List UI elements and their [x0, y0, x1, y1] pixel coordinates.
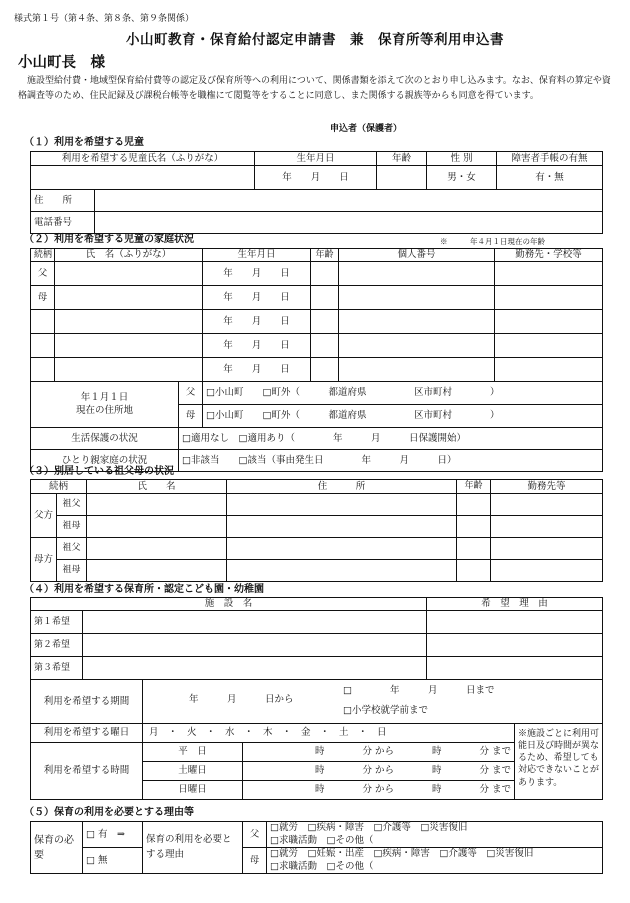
family-rel[interactable] — [31, 310, 55, 334]
family-id-field[interactable] — [339, 310, 495, 334]
family-age-field[interactable] — [311, 334, 339, 358]
gp-name-field[interactable] — [87, 560, 227, 582]
reason-header: 希 望 理 由 — [427, 598, 603, 611]
family-work-header: 勤務先・学校等 — [495, 249, 603, 262]
family-id-field[interactable] — [339, 358, 495, 382]
gp-address-header: 住 所 — [227, 480, 457, 494]
family-work-field[interactable] — [495, 310, 603, 334]
addressee: 小山町長 様 — [18, 54, 105, 71]
family-birth-field[interactable]: 年 月 日 — [203, 262, 311, 286]
form-title: 小山町教育・保育給付認定申請書 兼 保育所等利用申込書 — [126, 32, 504, 48]
facility-header: 施 設 名 — [31, 598, 427, 611]
family-work-field[interactable] — [495, 358, 603, 382]
section-1-heading: （１）利用を希望する児童 — [24, 137, 144, 148]
family-birth-field[interactable]: 年 月 日 — [203, 334, 311, 358]
family-table — [30, 248, 603, 382]
family-row — [31, 334, 603, 358]
reason-father-label: 父 — [243, 822, 267, 848]
gp-age-field[interactable] — [457, 494, 491, 516]
family-birth-header: 生年月日 — [203, 249, 311, 262]
facility-field[interactable] — [83, 634, 427, 657]
child-handbook-field[interactable]: 有・無 — [497, 166, 603, 190]
grandfather-label: 祖父 — [57, 494, 87, 516]
need-table — [30, 821, 603, 874]
phone-label: 電話番号 — [31, 212, 95, 234]
family-rel[interactable] — [31, 334, 55, 358]
phone-field[interactable] — [95, 212, 603, 234]
child-age-header: 年齢 — [377, 152, 427, 166]
saturday-time-field[interactable]: 時 分 から 時 分 まで — [243, 762, 515, 781]
family-status-table — [30, 381, 603, 472]
gp-rel-header: 続柄 — [31, 480, 87, 494]
reason-mother-label: 母 — [243, 848, 267, 874]
child-contact-table — [30, 189, 603, 234]
family-id-field[interactable] — [339, 286, 495, 310]
family-work-field[interactable] — [495, 262, 603, 286]
child-table — [30, 151, 603, 190]
family-birth-field[interactable]: 年 月 日 — [203, 310, 311, 334]
reason-field[interactable] — [427, 657, 603, 680]
family-rel[interactable] — [31, 358, 55, 382]
period-to[interactable]: □ 年 月 日まで — [343, 685, 495, 696]
reason-label: 保育の利用を必要とする理由 — [143, 822, 243, 874]
gp-work-field[interactable] — [491, 560, 603, 582]
time-label: 利用を希望する時間 — [31, 743, 143, 800]
family-rel: 父 — [31, 262, 55, 286]
family-rel-header: 続柄 — [31, 249, 55, 262]
family-row — [31, 310, 603, 334]
father-residence-field[interactable]: □小山町 □町外（ 都道府県 区市町村 ） — [203, 382, 603, 405]
gp-age-field[interactable] — [457, 516, 491, 538]
child-name-field[interactable] — [31, 166, 255, 190]
section-5-heading: （５）保育の利用を必要とする理由等 — [24, 807, 194, 818]
need-yes-checkbox[interactable]: □ 有 ⇒ — [83, 822, 143, 848]
gp-name-field[interactable] — [87, 494, 227, 516]
family-age-field[interactable] — [311, 262, 339, 286]
facility-field[interactable] — [83, 611, 427, 634]
period-field[interactable] — [143, 680, 603, 724]
father-side-label: 父方 — [31, 494, 57, 538]
age-basis-note: ※ 年４月１日現在の年齢 — [440, 237, 545, 246]
mother-side-label: 母方 — [31, 538, 57, 582]
family-id-field[interactable] — [339, 262, 495, 286]
single-parent-label: ひとり親家庭の状況 — [31, 450, 179, 472]
address-label: 住 所 — [31, 190, 95, 212]
gp-address-field[interactable] — [227, 560, 457, 582]
sunday-time-field[interactable]: 時 分 から 時 分 まで — [243, 781, 515, 800]
section-4-heading: （４）利用を希望する保育所・認定こども園・幼稚園 — [24, 584, 264, 595]
section-3-heading: （３）別居している祖父母の状況 — [24, 466, 174, 477]
family-name-field[interactable] — [55, 310, 203, 334]
family-age-header: 年齢 — [311, 249, 339, 262]
addr-father-rel: 父 — [179, 382, 203, 405]
weekday-label: 平 日 — [143, 743, 243, 762]
grandmother-label: 祖母 — [57, 516, 87, 538]
choice-label: 第３希望 — [31, 657, 83, 680]
child-birth-field[interactable]: 年 月 日 — [255, 166, 377, 190]
child-name-header: 利用を希望する児童氏名（ふりがな） — [31, 152, 255, 166]
family-name-field[interactable] — [55, 262, 203, 286]
mother-residence-field[interactable]: □小山町 □町外（ 都道府県 区市町村 ） — [203, 405, 603, 428]
need-label: 保育の必 要 — [31, 822, 83, 874]
family-birth-field[interactable]: 年 月 日 — [203, 286, 311, 310]
gp-age-field[interactable] — [457, 560, 491, 582]
choice-label: 第２希望 — [31, 634, 83, 657]
period-from: 年 月 日から — [189, 694, 294, 705]
child-age-field[interactable] — [377, 166, 427, 190]
addr-mother-rel: 母 — [179, 405, 203, 428]
family-name-field[interactable] — [55, 286, 203, 310]
child-birth-header: 生年月日 — [255, 152, 377, 166]
gp-address-field[interactable] — [227, 538, 457, 560]
family-id-field[interactable] — [339, 334, 495, 358]
single-parent-field[interactable]: □非該当 □該当（事由発生日 年 月 日） — [179, 450, 603, 472]
days-field[interactable]: 月 ・ 火 ・ 水 ・ 木 ・ 金 ・ 土 ・ 日 — [143, 724, 515, 743]
family-row — [31, 286, 603, 310]
gp-age-field[interactable] — [457, 538, 491, 560]
welfare-field[interactable]: □適用なし □適用あり（ 年 月 日保護開始） — [179, 428, 603, 450]
family-birth-field[interactable]: 年 月 日 — [203, 358, 311, 382]
gp-work-field[interactable] — [491, 494, 603, 516]
family-name-field[interactable] — [55, 358, 203, 382]
days-label: 利用を希望する曜日 — [31, 724, 143, 743]
family-row — [31, 262, 603, 286]
family-rel: 母 — [31, 286, 55, 310]
sunday-label: 日曜日 — [143, 781, 243, 800]
reason-field[interactable] — [427, 634, 603, 657]
gp-name-field[interactable] — [87, 538, 227, 560]
gp-work-field[interactable] — [491, 538, 603, 560]
child-handbook-header: 障害者手帳の有無 — [497, 152, 603, 166]
gp-address-field[interactable] — [227, 516, 457, 538]
family-age-field[interactable] — [311, 310, 339, 334]
welfare-label: 生活保護の状況 — [31, 428, 179, 450]
reason-mother-field[interactable]: □就労 □妊娠・出産 □疾病・障害 □介護等 □災害復旧 □求職活動 □その他（ — [267, 848, 603, 874]
period-school[interactable]: □小学校就学前まで — [343, 705, 428, 716]
usage-table — [30, 679, 603, 800]
family-name-header: 氏 名（ふりがな） — [55, 249, 203, 262]
weekday-time-field[interactable]: 時 分 から 時 分 まで — [243, 743, 515, 762]
family-id-header: 個人番号 — [339, 249, 495, 262]
gp-name-field[interactable] — [87, 516, 227, 538]
reason-father-field[interactable]: □就労 □疾病・障害 □介護等 □災害復旧 □求職活動 □その他（ — [267, 822, 603, 848]
grandmother-label: 祖母 — [57, 560, 87, 582]
period-label: 利用を希望する期間 — [31, 680, 143, 724]
facility-field[interactable] — [83, 657, 427, 680]
gp-name-header: 氏 名 — [87, 480, 227, 494]
saturday-label: 土曜日 — [143, 762, 243, 781]
reason-field[interactable] — [427, 611, 603, 634]
family-row — [31, 358, 603, 382]
section-2-heading: （２）利用を希望する児童の家庭状況 — [24, 234, 194, 245]
address-field[interactable] — [95, 190, 603, 212]
grandfather-label: 祖父 — [57, 538, 87, 560]
family-name-field[interactable] — [55, 334, 203, 358]
child-sex-field[interactable]: 男・女 — [427, 166, 497, 190]
family-age-field[interactable] — [311, 286, 339, 310]
form-number: 様式第１号（第４条、第８条、第９条関係） — [14, 14, 195, 24]
choice-label: 第１希望 — [31, 611, 83, 634]
family-work-field[interactable] — [495, 334, 603, 358]
gp-address-field[interactable] — [227, 494, 457, 516]
applicant-label: 申込者（保護者） — [330, 124, 403, 134]
gp-work-header: 勤務先等 — [491, 480, 603, 494]
facility-table — [30, 597, 603, 680]
gp-work-field[interactable] — [491, 516, 603, 538]
need-no-checkbox[interactable]: □ 無 — [83, 848, 143, 874]
grandparents-table — [30, 479, 603, 582]
family-age-field[interactable] — [311, 358, 339, 382]
family-work-field[interactable] — [495, 286, 603, 310]
child-sex-header: 性 別 — [427, 152, 497, 166]
intro-text: 施設型給付費・地域型保育給付費等の認定及び保育所等への利用について、関係書類を添えて次のとおり申し込みます。なお、保育料の算定や資格調査等のため、住民記録及び課税台帳等を職権にて閲覧等をすることに同意し、また関係する親族等からも同意を得ています。 — [18, 76, 611, 101]
jan-address-label: 年１月１日 現在の住所地 — [31, 382, 179, 428]
gp-age-header: 年齢 — [457, 480, 491, 494]
facility-note: ※施設ごとに利用可能日及び時間が異なるため、希望しても対応できないことがあります。 — [515, 724, 603, 800]
